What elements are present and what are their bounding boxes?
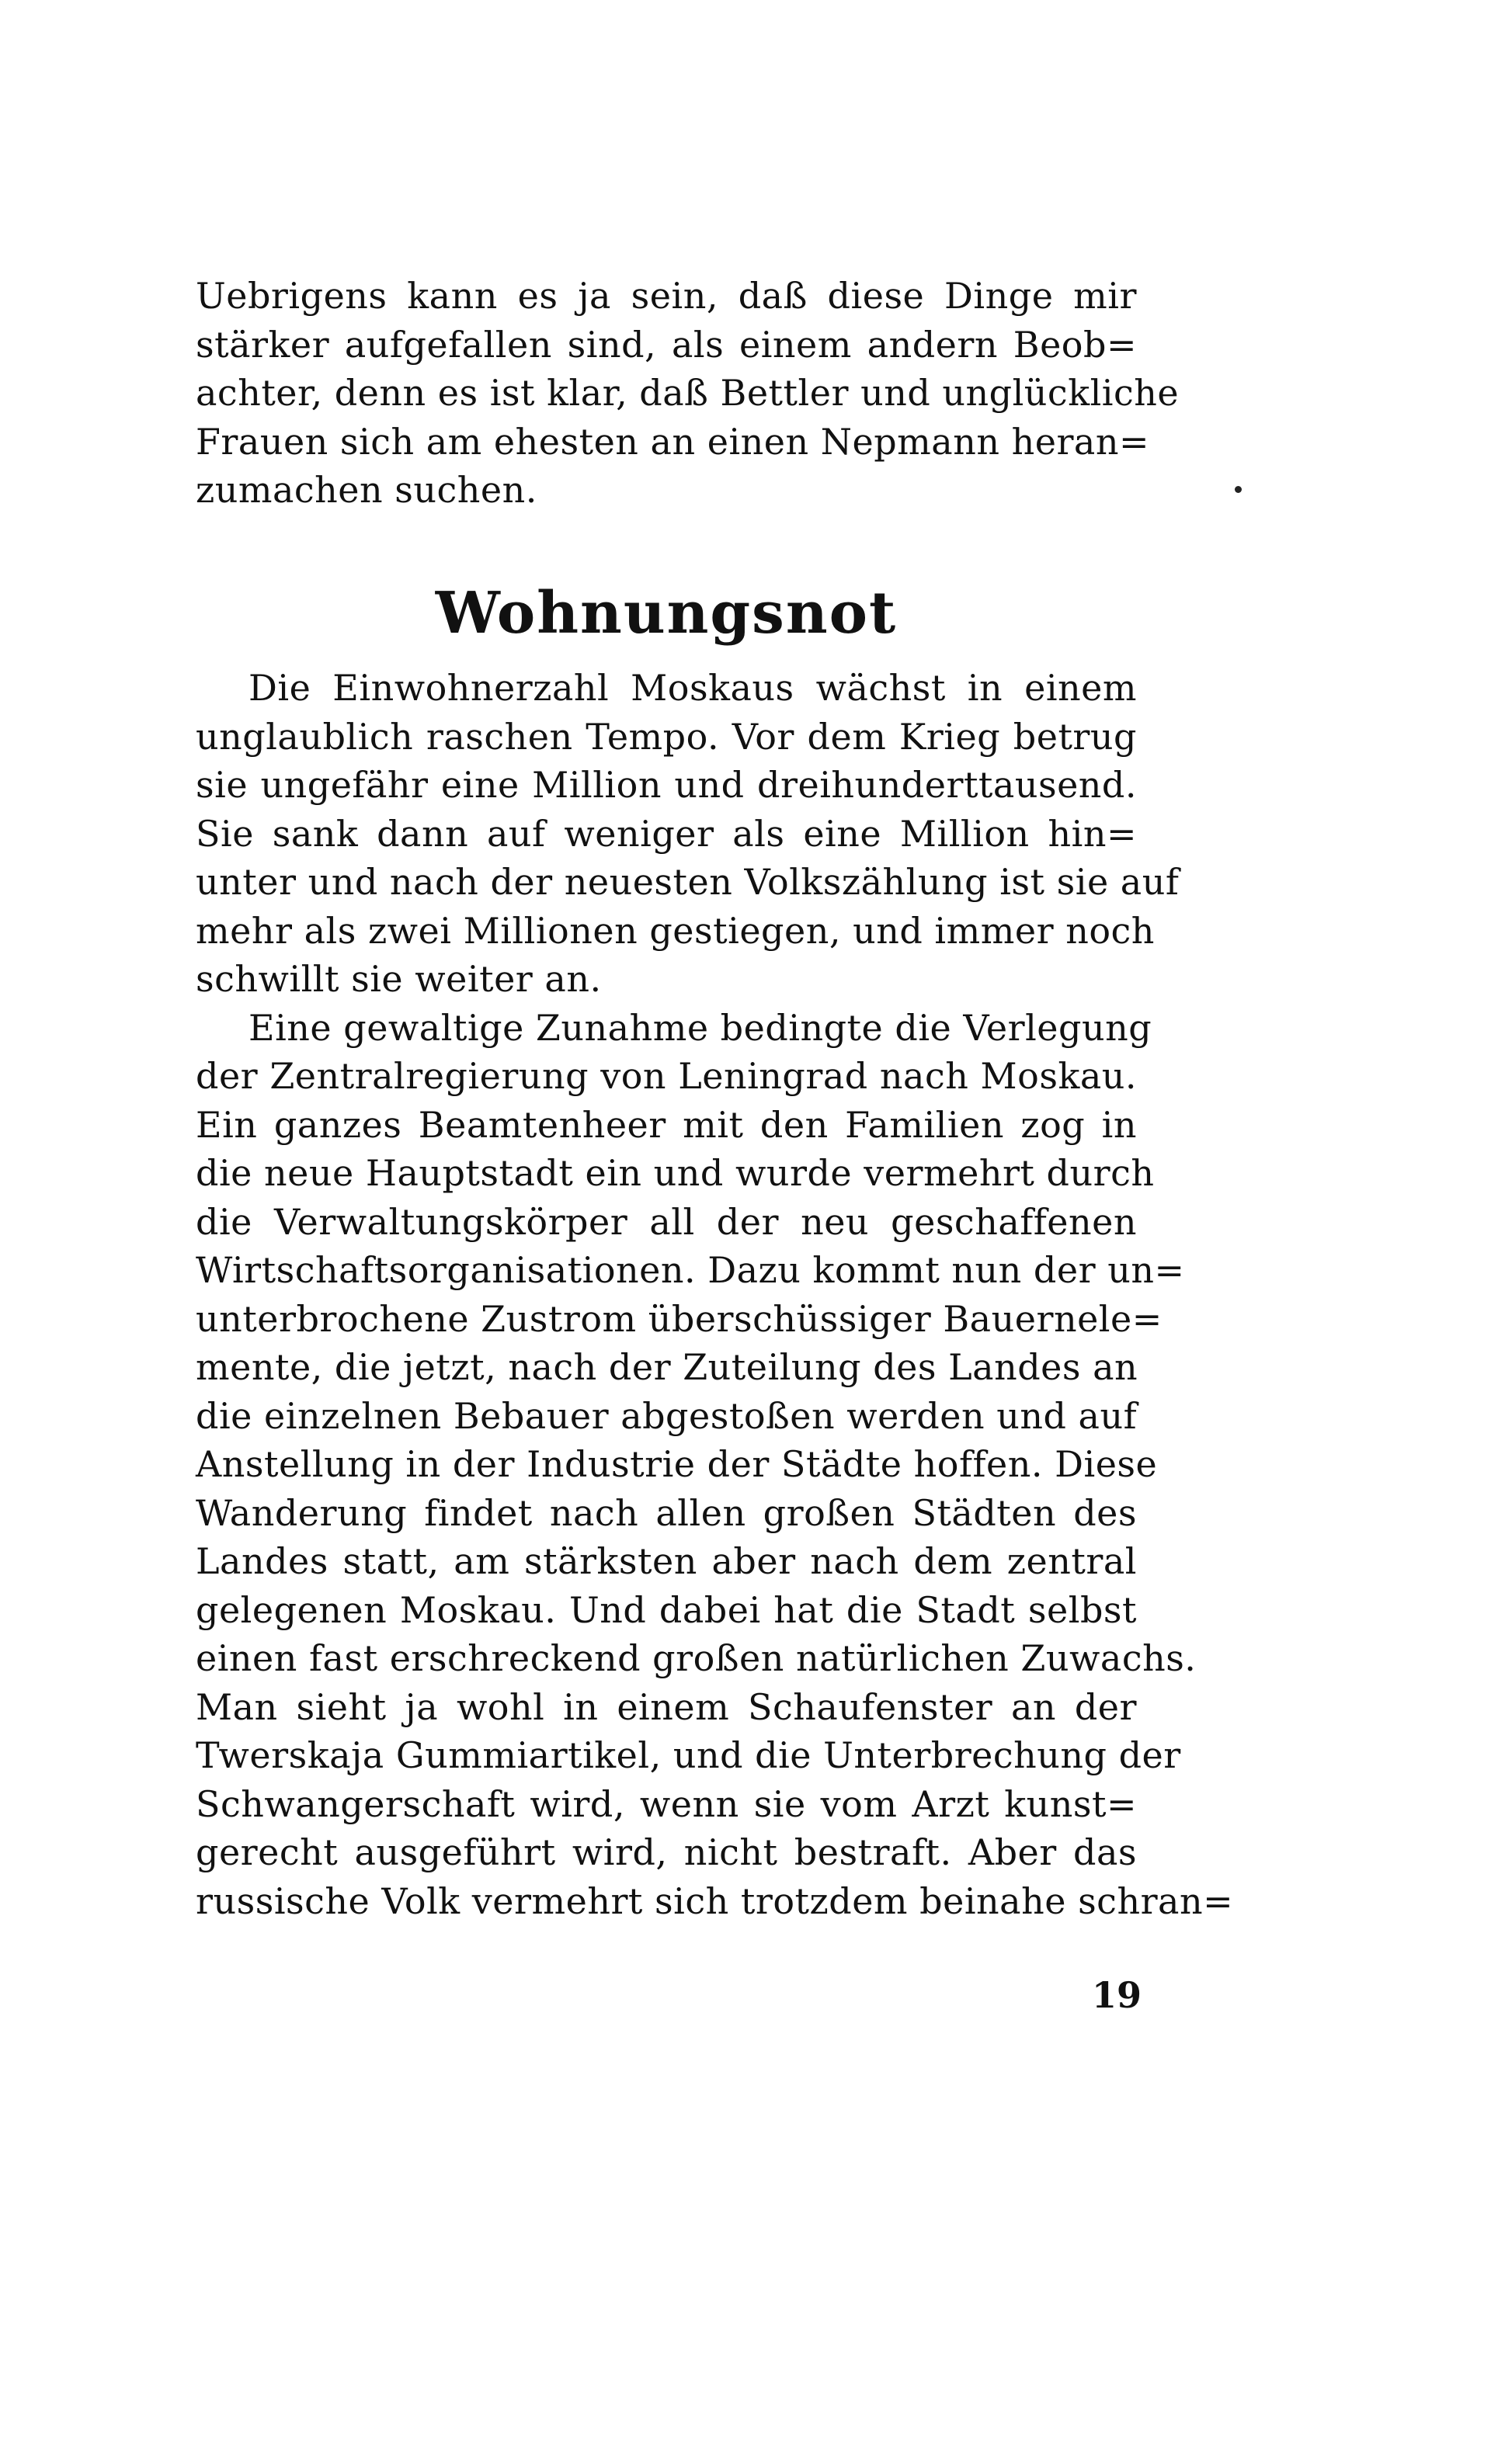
text-line: gelegenen Moskau. Und dabei hat die Stadt selbst (196, 1588, 1137, 1631)
text-line: Ein ganzes Beamtenheer mit den Familien zog in (196, 1103, 1137, 1146)
text-line: unterbrochene Zustrom überschüssiger Bauernele= (196, 1297, 1163, 1340)
text-line: russische Volk vermehrt sich trotzdem beinahe schran= (196, 1879, 1234, 1922)
text-line: sie ungefähr eine Million und dreihunderttausend. (196, 764, 1137, 806)
body-text (196, 664, 1234, 1925)
text-line: Die Einwohnerzahl Moskaus wächst in einem (248, 667, 1137, 709)
text-line: Twerskaja Gummiartikel, und die Unterbrechung der (196, 1734, 1181, 1776)
text-line: die einzelnen Bebauer abgestoßen werden und auf (196, 1394, 1138, 1437)
text-line: Eine gewaltige Zunahme bedingte die Verlegung (248, 1006, 1152, 1049)
text-line: die neue Hauptstadt ein und wurde vermehrt durch (196, 1152, 1155, 1194)
text-line: mehr als zwei Millionen gestiegen, und immer noch (196, 909, 1155, 952)
text-line: Man sieht ja wohl in einem Schaufenster an der (196, 1685, 1137, 1728)
text-line: gerecht ausgeführt wird, nicht bestraft. Aber das (196, 1831, 1137, 1873)
text-line: stärker aufgefallen sind, als einem andern Beob= (196, 323, 1137, 366)
text-line: mente, die jetzt, nach der Zuteilung des Landes an (196, 1346, 1138, 1388)
text-line: unter und nach der neuesten Volkszählung ist sie auf (196, 861, 1180, 903)
text-line: Anstellung in der Industrie der Städte hoffen. Diese (196, 1443, 1158, 1485)
text-line: unglaublich raschen Tempo. Vor dem Krieg betrug (196, 715, 1137, 758)
text-line: die Verwaltungskörper all der neu geschaffenen (196, 1200, 1137, 1243)
text-line: zumachen suchen. (196, 469, 537, 511)
section-heading: Wohnungsnot (435, 580, 898, 647)
text-line: Landes statt, am stärksten aber nach dem zentral (196, 1540, 1137, 1582)
intro-paragraph (196, 272, 1180, 515)
text-line: Uebrigens kann es ja sein, daß diese Dinge mir (196, 275, 1137, 317)
text-line: Schwangerschaft wird, wenn sie vom Arzt kunst= (196, 1782, 1137, 1825)
text-line: Wirtschaftsorganisationen. Dazu kommt nun der un= (196, 1249, 1185, 1291)
text-line: schwillt sie weiter an. (196, 958, 602, 1000)
text-line: achter, denn es ist klar, daß Bettler und unglückliche (196, 372, 1180, 414)
text-line: Wanderung findet nach allen großen Städten des (196, 1491, 1137, 1534)
margin-dot (1235, 486, 1242, 493)
text-line: Sie sank dann auf weniger als eine Million hin= (196, 812, 1137, 855)
page-number: 19 (1091, 1974, 1142, 2016)
text-line: der Zentralregierung von Leningrad nach Moskau. (196, 1055, 1137, 1097)
text-line: Frauen sich am ehesten an einen Nepmann heran= (196, 420, 1150, 463)
text-line: einen fast erschreckend großen natürlichen Zuwachs. (196, 1637, 1197, 1679)
